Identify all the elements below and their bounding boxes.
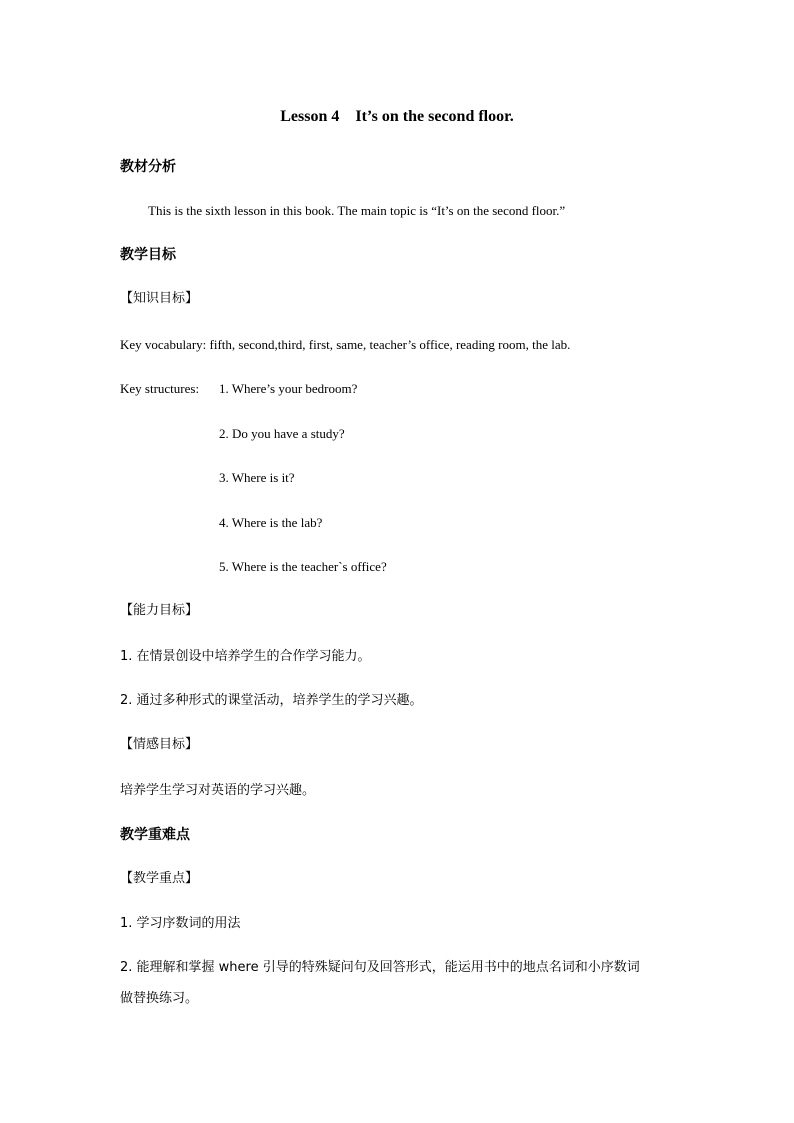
focus-item-continuation: 做替换练习。	[120, 991, 199, 1006]
heading-teaching-objectives: 教学目标	[120, 247, 176, 263]
heading-textbook-analysis: 教材分析	[120, 159, 176, 175]
key-structure-item: 3. Where is it?	[219, 470, 295, 485]
page-title: Lesson 4 It’s on the second floor.	[280, 108, 514, 125]
ability-item: 1. 在情景创设中培养学生的合作学习能力。	[120, 649, 371, 664]
label-emotion-objectives: 【情感目标】	[120, 737, 199, 752]
label-knowledge-objectives: 【知识目标】	[120, 291, 199, 306]
focus-item: 1. 学习序数词的用法	[120, 916, 241, 931]
key-structure-item: 5. Where is the teacher`s office?	[219, 559, 387, 574]
key-structure-item: 2. Do you have a study?	[219, 426, 345, 441]
heading-key-difficult-points: 教学重难点	[120, 827, 190, 843]
label-teaching-focus: 【教学重点】	[120, 871, 199, 886]
analysis-paragraph: This is the sixth lesson in this book. The main topic is “It’s on the second floor.”	[148, 203, 566, 218]
key-structure-item: 1. Where’s your bedroom?	[219, 381, 358, 396]
key-structures-label: Key structures:	[120, 381, 200, 396]
ability-item: 2. 通过多种形式的课堂活动，培养学生的学习兴趣。	[120, 693, 423, 708]
key-structure-item: 4. Where is the lab?	[219, 515, 323, 530]
key-vocabulary: Key vocabulary: fifth, second,third, first, same, teacher’s office, reading room, the lab.	[120, 337, 571, 352]
focus-item: 2. 能理解和掌握 where 引导的特殊疑问句及回答形式，能运用书中的地点名词和小序数词	[120, 960, 640, 975]
emotion-text: 培养学生学习对英语的学习兴趣。	[120, 783, 316, 798]
label-ability-objectives: 【能力目标】	[120, 603, 199, 618]
